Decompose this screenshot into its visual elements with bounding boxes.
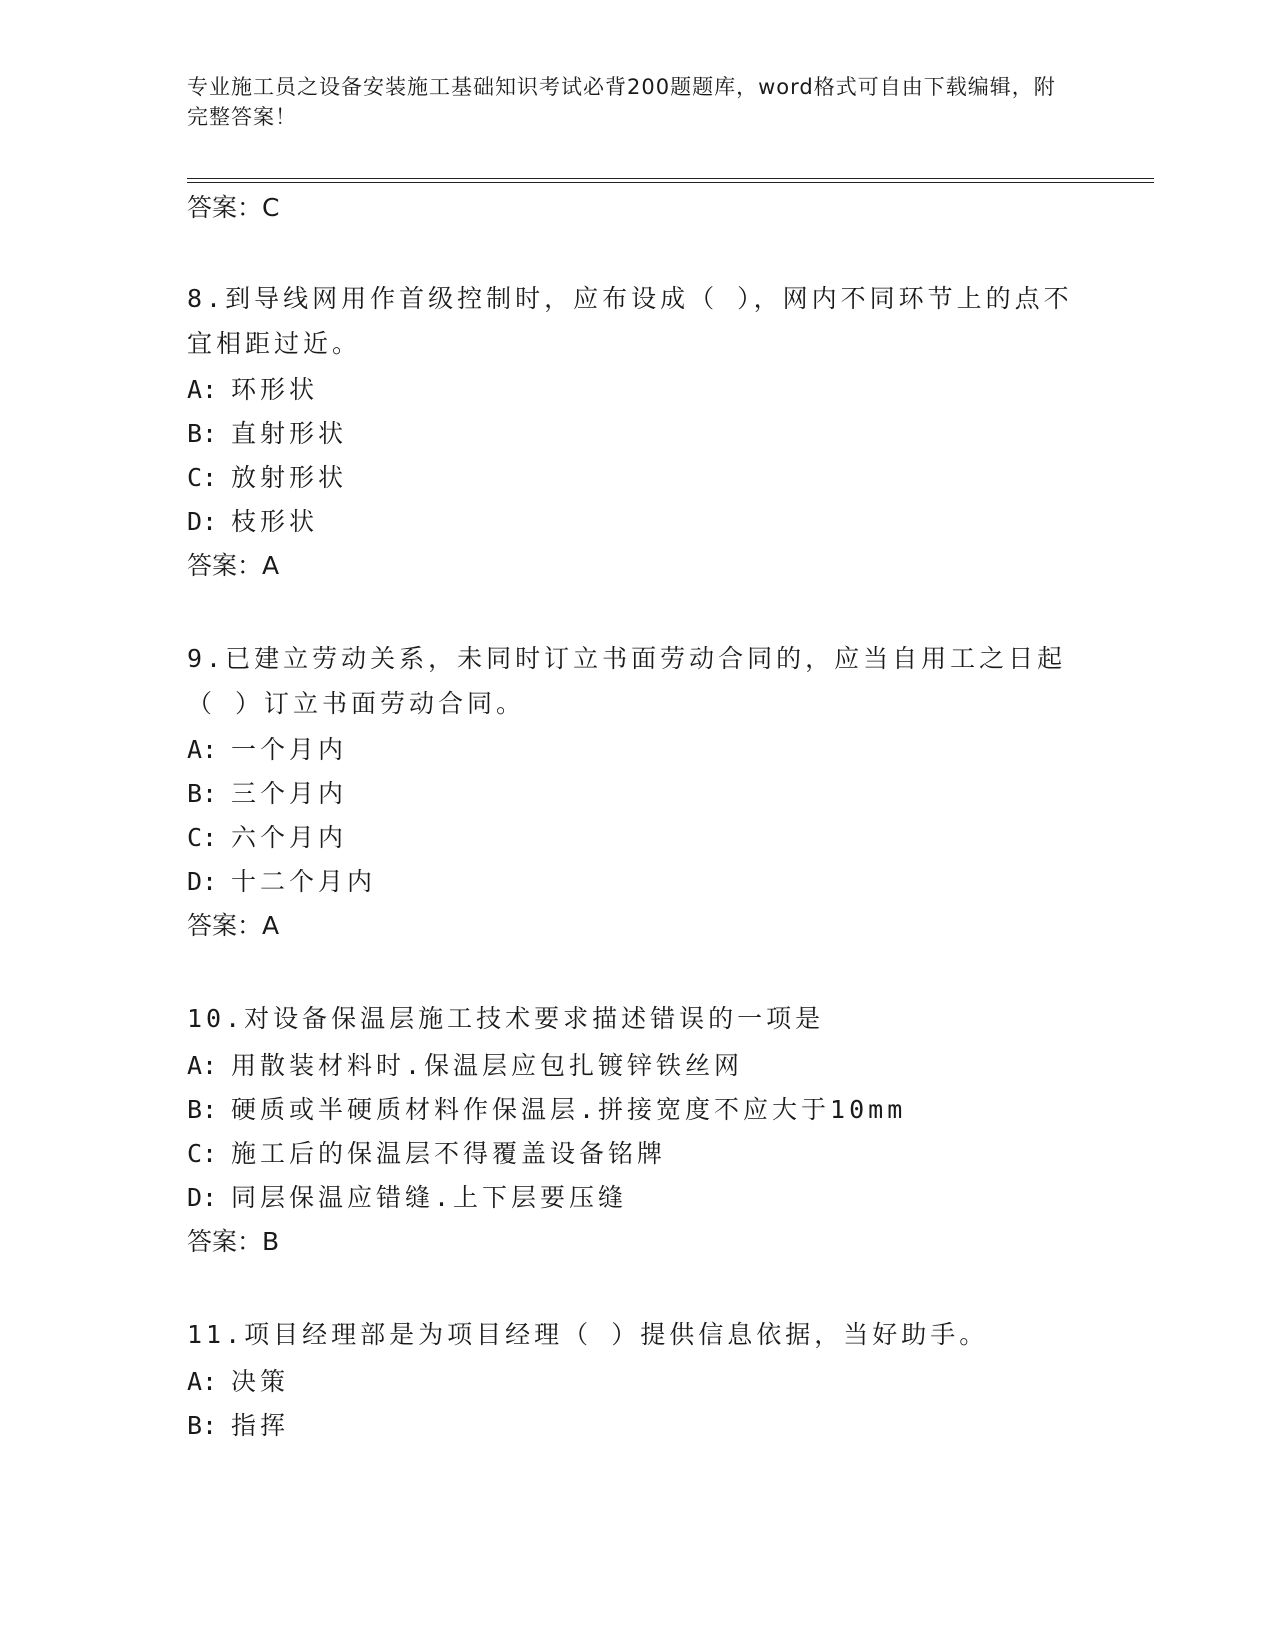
question-10-option-b: [187, 1094, 906, 1126]
option-key: B:: [187, 1095, 218, 1124]
question-8-option-c: [187, 462, 347, 494]
question-8-option-a: [187, 374, 318, 406]
option-key: B:: [187, 1411, 218, 1440]
question-10-option-c: [187, 1138, 666, 1170]
option-text: 同层保温应错缝.上下层要压缝: [231, 1183, 628, 1212]
option-key: A:: [187, 375, 218, 404]
question-9-option-a: [187, 734, 347, 766]
question-8-stem: 8.到导线网用作首级控制时，应布设成（ ），网内不同环节上的点不宜相距过近。: [187, 284, 1073, 358]
option-text: 环形状: [231, 375, 319, 404]
option-text: 六个月内: [231, 823, 348, 852]
option-text: 施工后的保温层不得覆盖设备铭牌: [231, 1139, 667, 1168]
option-text: 用散装材料时.保温层应包扎镀锌铁丝网: [231, 1051, 744, 1080]
option-key: D:: [187, 867, 218, 896]
option-key: D:: [187, 1183, 218, 1212]
option-text: 硬质或半硬质材料作保温层.拼接宽度不应大于10mm: [231, 1095, 907, 1124]
option-key: A:: [187, 735, 218, 764]
question-9-answer: 答案：A: [187, 911, 280, 940]
question-10-option-d: [187, 1182, 627, 1214]
question-9-stem: 9.已建立劳动关系，未同时订立书面劳动合同的，应当自用工之日起（ ）订立书面劳动合同。: [187, 644, 1067, 718]
option-key: A:: [187, 1367, 218, 1396]
option-text: 枝形状: [231, 507, 319, 536]
question-9-option-c: [187, 822, 347, 854]
option-text: 一个月内: [231, 735, 348, 764]
option-text: 指挥: [231, 1411, 290, 1440]
question-10-option-a: [187, 1050, 743, 1082]
option-key: B:: [187, 419, 218, 448]
question-10-stem: 10.对设备保温层施工技术要求描述错误的一项是: [187, 1004, 825, 1033]
option-key: C:: [187, 463, 218, 492]
question-9-option-b: [187, 778, 347, 810]
option-key: B:: [187, 779, 218, 808]
question-11-option-a: [187, 1366, 289, 1398]
option-text: 放射形状: [231, 463, 348, 492]
question-8-option-d: [187, 506, 318, 538]
option-text: 三个月内: [231, 779, 348, 808]
option-text: 十二个月内: [231, 867, 377, 896]
option-key: A:: [187, 1051, 218, 1080]
page-header: 专业施工员之设备安装施工基础知识考试必背200题题库，word格式可自由下载编辑，附完整答案！: [187, 75, 1056, 129]
question-8-answer: 答案：A: [187, 551, 280, 580]
header-divider: [187, 178, 1154, 183]
option-key: D:: [187, 507, 218, 536]
question-9-option-d: [187, 866, 376, 898]
option-key: C:: [187, 823, 218, 852]
question-11-stem: 11.项目经理部是为项目经理（ ）提供信息依据，当好助手。: [187, 1320, 989, 1349]
option-text: 决策: [231, 1367, 290, 1396]
previous-answer: 答案：C: [187, 193, 280, 222]
question-8-option-b: [187, 418, 347, 450]
question-11-option-b: [187, 1410, 289, 1442]
option-key: C:: [187, 1139, 218, 1168]
option-text: 直射形状: [231, 419, 348, 448]
question-10-answer: 答案：B: [187, 1227, 280, 1256]
